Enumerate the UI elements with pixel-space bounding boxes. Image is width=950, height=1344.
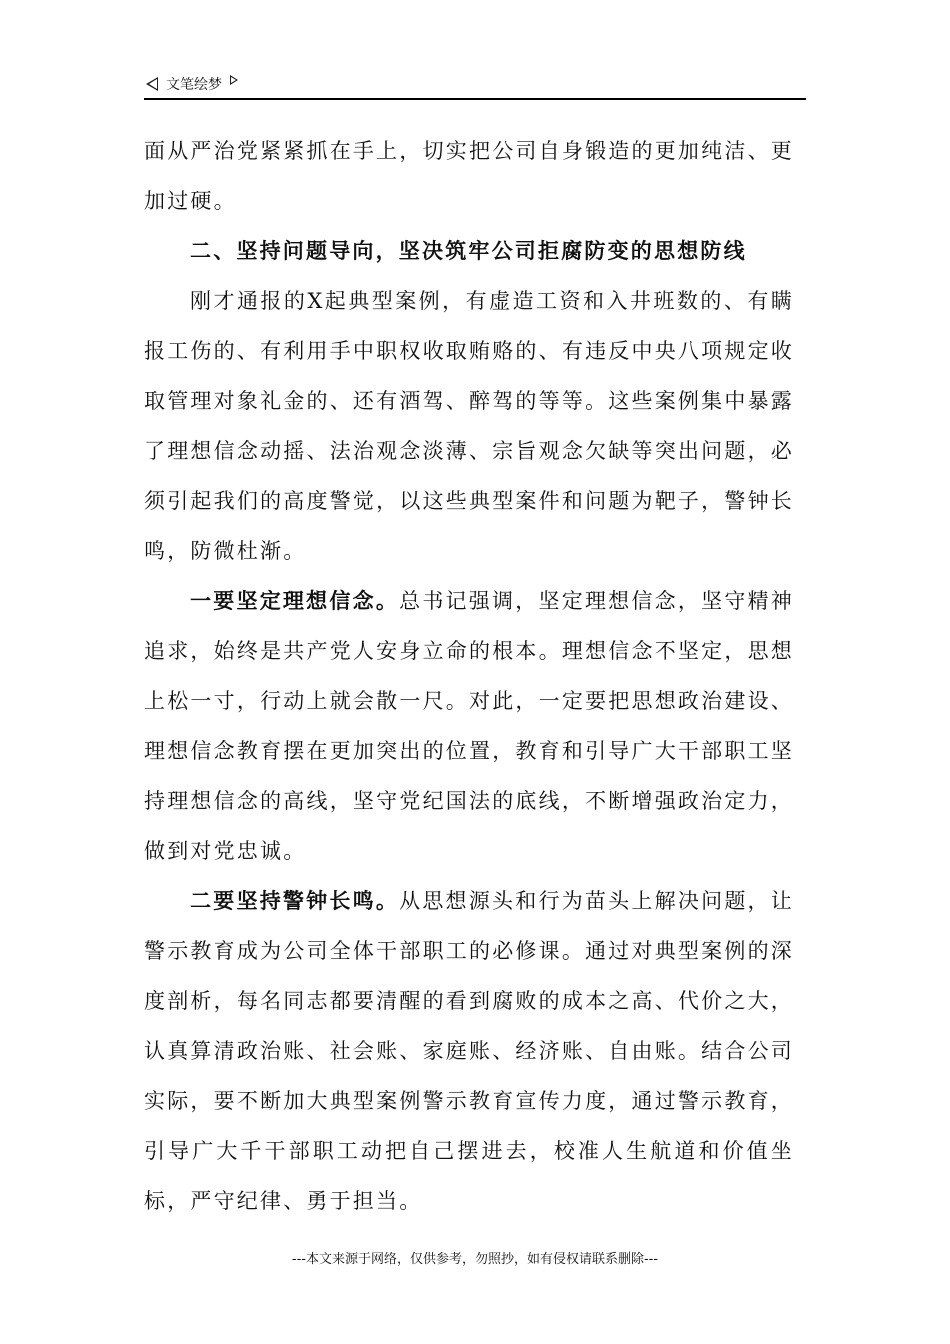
paragraph-continuation: 面从严治党紧紧抓在手上，切实把公司自身锻造的更加纯洁、更加过硬。	[144, 139, 794, 213]
paragraph-ideals-body: 总书记强调，坚定理想信念，坚守精神追求，始终是共产党人安身立命的根本。理想信念不坚定，思想上松一寸，行动上就会散一尺。对此，一定要把思想政治建设、理想信念教育摆在更加突出的位置，教育和引导广大干部职工坚持理想信念的高线，坚守党纪国法的底线，不断增强政治定力，做到对党忠诚。	[144, 589, 794, 863]
section-heading: 二、坚持问题导向，坚决筑牢公司拒腐防变的思想防线	[190, 238, 747, 263]
paragraph-cases: 刚才通报的X起典型案例，有虚造工资和入井班数的、有瞒报工伤的、有利用手中职权收取贿赂的、有违反中央八项规定收取管理对象礼金的、还有酒驾、醉驾的等等。这些案例集中暴露了理想信念动摇、法治观念淡薄、宗旨观念欠缺等突出问题，必须引起我们的高度警觉，以这些典型案件和问题为靶子，警钟长鸣，防微杜渐。	[144, 289, 794, 563]
footer-notice: ---本文来源于网络，仅供参考，勿照抄，如有侵权请联系删除---	[291, 1252, 659, 1267]
document-body	[144, 126, 794, 1226]
triangle-left-icon	[146, 77, 158, 91]
paragraph-warning-body: 从思想源头和行为苗头上解决问题，让警示教育成为公司全体干部职工的必修课。通过对典型案例的深度剖析，每名同志都要清醒的看到腐败的成本之高、代价之大，认真算清政治账、社会账、家庭账、经济账、自由账。结合公司实际，要不断加大典型案例警示教育宣传力度，通过警示教育，引导广大千干部职工动把自己摆进去，校准人生航道和价值坐标，严守纪律、勇于担当。	[144, 889, 794, 1213]
paragraph-ideals	[144, 576, 794, 876]
header-brand	[146, 74, 238, 94]
header-title: 文笔绘梦	[166, 77, 222, 93]
paragraph-ideals-lead: 一要坚定理想信念。	[190, 588, 400, 613]
page-header	[144, 72, 806, 100]
triangle-right-icon	[230, 75, 238, 85]
paragraph-warning-lead: 二要坚持警钟长鸣。	[190, 888, 400, 913]
paragraph-warning	[144, 876, 794, 1226]
